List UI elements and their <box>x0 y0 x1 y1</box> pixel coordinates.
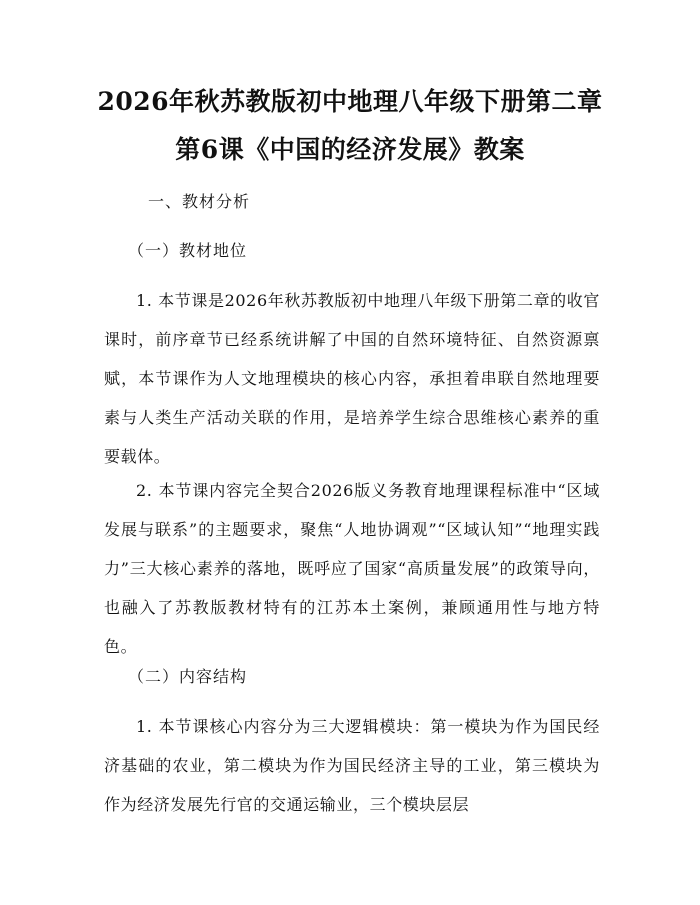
paragraph-1: 1. 本节课是2026年秋苏教版初中地理八年级下册第二章的收官课时，前序章节已经系统讲解了中国的自然环境特征、自然资源禀赋，本节课作为人文地理模块的核心内容，承担着串联自然地理要素与人类生产活动关联的作用，是培养学生综合思维核心素养的重要载体。 <box>104 291 600 466</box>
paragraph-2: 2. 本节课内容完全契合2026版义务教育地理课程标准中“区域发展与联系”的主题要求，聚焦“人地协调观”“区域认知”“地理实践力”三大核心素养的落地，既呼应了国家“高质量发展”的政策导向，也融入了苏教版教材特有的江苏本土案例，兼顾通用性与地方特色。 <box>104 481 600 656</box>
subsection-heading-textbook-position: （一）教材地位 <box>128 241 248 260</box>
document-title-line-1: 2026年秋苏教版初中地理八年级下册第二章 <box>97 87 603 116</box>
document-title-line-2: 第6课《中国的经济发展》教案 <box>175 135 525 164</box>
section-heading-textbook-analysis: 一、教材分析 <box>148 192 251 211</box>
paragraph-3: 1. 本节课核心内容分为三大逻辑模块：第一模块为作为国民经济基础的农业，第二模块为作为国民经济主导的工业，第三模块为作为经济发展先行官的交通运输业，三个模块层层 <box>104 717 600 814</box>
subsection-heading-content-structure: （二）内容结构 <box>128 667 248 686</box>
